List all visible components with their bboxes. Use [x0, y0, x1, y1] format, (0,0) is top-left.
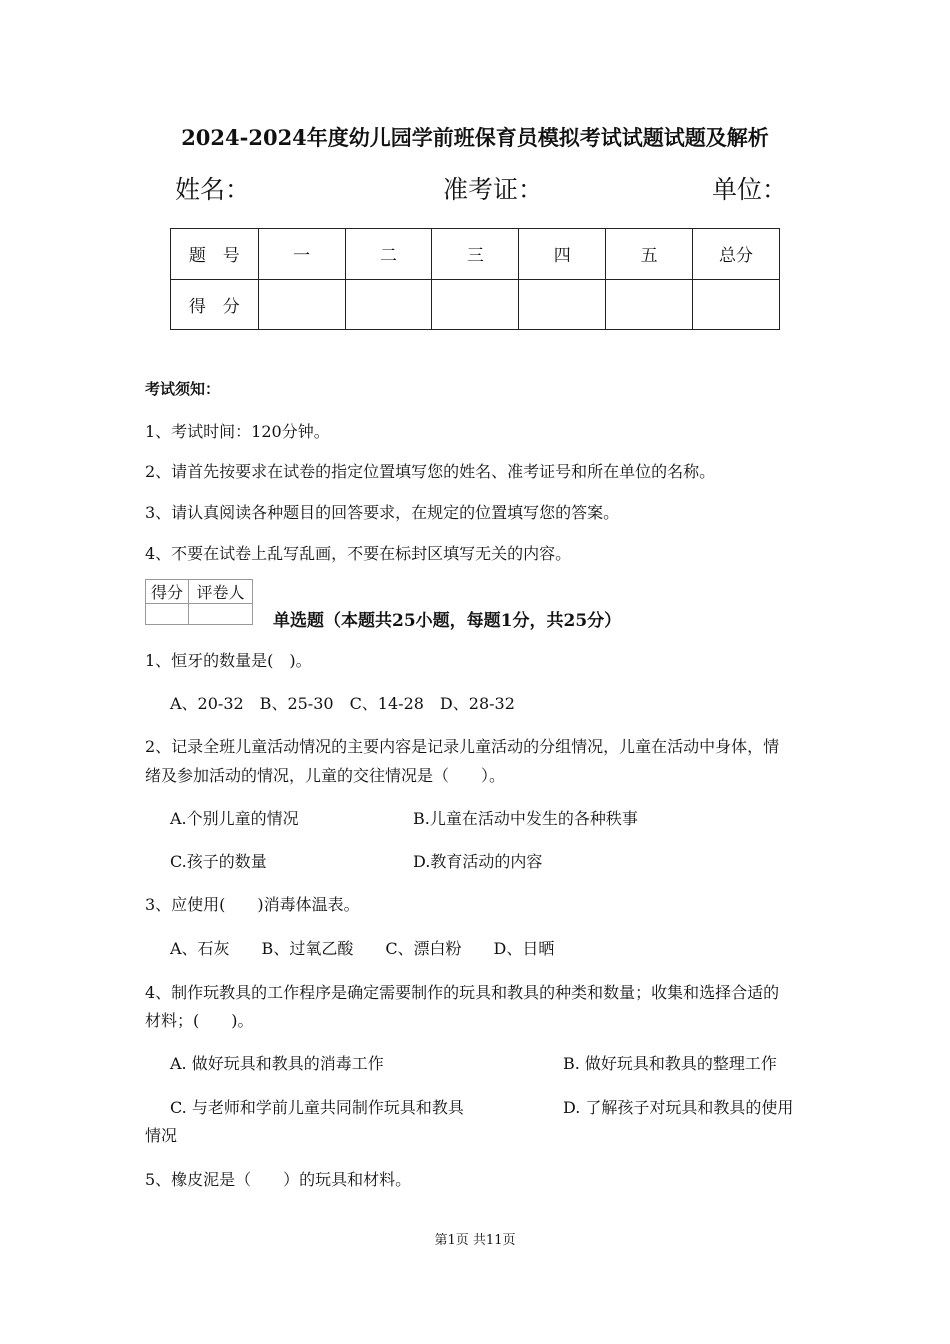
exam-id-field-label: 准考证：: [443, 175, 544, 204]
question-stem: 绪及参加活动的情况，儿童的交往情况是（ ）。: [145, 766, 506, 785]
question-stem: 5、橡皮泥是（ ）的玩具和材料。: [145, 1170, 412, 1189]
page-title: 2024-2024年度幼儿园学前班保育员模拟考试试题试题及解析: [181, 125, 769, 150]
name-field-label: 姓名：: [175, 175, 251, 204]
option-b: B.儿童在活动中发生的各种秩事: [413, 809, 638, 828]
option-d: D.教育活动的内容: [413, 852, 543, 871]
grader-score-label: 得分: [146, 580, 189, 604]
score-row-label: 得 分: [171, 279, 259, 330]
notice-item: 4、不要在试卷上乱写乱画，不要在标封区填写无关的内容。: [145, 544, 572, 563]
option-a: A.个别儿童的情况: [170, 809, 299, 828]
notice-heading: 考试须知：: [145, 380, 221, 398]
question-stem: 材料；( )。: [145, 1011, 254, 1030]
page-footer: 第1页 共11页: [434, 1233, 516, 1248]
score-table: [170, 228, 780, 330]
section-title: 单选题（本题共25小题，每题1分，共25分）: [273, 611, 622, 631]
grader-name-cell[interactable]: [189, 604, 253, 625]
score-table-header-cell: 总分: [693, 229, 780, 280]
question-stem: 4、制作玩教具的工作程序是确定需要制作的玩具和教具的种类和数量；收集和选择合适的: [145, 983, 780, 1002]
option-b: B. 做好玩具和教具的整理工作: [563, 1054, 777, 1073]
score-cell[interactable]: [693, 279, 780, 330]
score-table-header-cell: 题 号: [171, 229, 259, 280]
grader-score-cell[interactable]: [146, 604, 189, 625]
score-table-header-cell: 一: [258, 229, 345, 280]
option-d-continuation: 情况: [145, 1126, 178, 1145]
score-table-header-row: [171, 229, 780, 280]
score-cell[interactable]: [345, 279, 432, 330]
score-table-header-cell: 四: [519, 229, 606, 280]
unit-field-label: 单位：: [712, 175, 788, 204]
question-options: A、石灰 B、过氧乙酸 C、漂白粉 D、日晒: [170, 939, 555, 958]
score-cell[interactable]: [606, 279, 693, 330]
question-stem: 2、记录全班儿童活动情况的主要内容是记录儿童活动的分组情况，儿童在活动中身体，情: [145, 737, 780, 756]
score-cell[interactable]: [258, 279, 345, 330]
score-table-header-cell: 三: [432, 229, 519, 280]
question-stem: 1、恒牙的数量是( )。: [145, 651, 312, 670]
score-cell[interactable]: [432, 279, 519, 330]
grader-name-label: 评卷人: [189, 580, 253, 604]
score-table-score-row: [171, 279, 780, 330]
score-table-header-cell: 二: [345, 229, 432, 280]
option-d: D. 了解孩子对玩具和教具的使用: [563, 1098, 794, 1117]
grader-box: [145, 579, 253, 625]
score-cell[interactable]: [519, 279, 606, 330]
option-a: A. 做好玩具和教具的消毒工作: [170, 1054, 384, 1073]
question-options: A、20-32 B、25-30 C、14-28 D、28-32: [170, 694, 515, 713]
option-c: C. 与老师和学前儿童共同制作玩具和教具: [170, 1098, 464, 1117]
notice-item: 3、请认真阅读各种题目的回答要求，在规定的位置填写您的答案。: [145, 503, 620, 522]
notice-item: 2、请首先按要求在试卷的指定位置填写您的姓名、准考证号和所在单位的名称。: [145, 462, 716, 481]
notice-item: 1、考试时间：120分钟。: [145, 422, 330, 441]
question-stem: 3、应使用( )消毒体温表。: [145, 895, 360, 914]
option-c: C.孩子的数量: [170, 852, 267, 871]
score-table-header-cell: 五: [606, 229, 693, 280]
